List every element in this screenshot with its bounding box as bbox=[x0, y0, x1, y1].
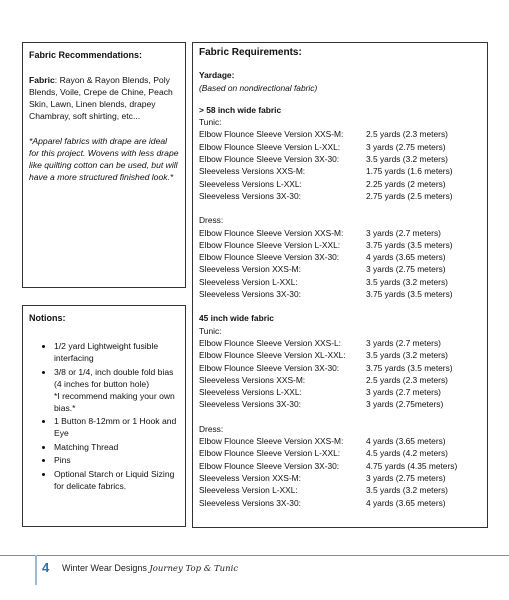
requirement-row: Elbow Flounce Sleeve Version L-XXL: 4.5 yards (4.2 meters) bbox=[199, 448, 448, 459]
fabric-label: Fabric bbox=[29, 75, 55, 85]
requirement-row: Elbow Flounce Sleeve Version 3X-30: 4 yards (3.65 meters) bbox=[199, 252, 446, 263]
requirement-row: Elbow Flounce Sleeve Version L-XXL: 3.75 yards (3.5 meters) bbox=[199, 239, 453, 250]
requirement-row: Sleeveless Version XXS-M: 3 yards (2.75 meters) bbox=[199, 472, 446, 483]
section-title-58-inch: > 58 inch wide fabric bbox=[199, 104, 282, 115]
requirement-row: Elbow Flounce Sleeve Version 3X-30: 4.75 yards (4.35 meters) bbox=[199, 460, 458, 471]
fabric-recommendations-heading: Fabric Recommendations: bbox=[29, 50, 143, 60]
footer-divider bbox=[0, 555, 509, 556]
notions-heading: Notions: bbox=[29, 313, 66, 323]
fabric-requirements-heading: Fabric Requirements: bbox=[199, 47, 302, 58]
yardage-note: (Based on nondirectional fabric) bbox=[199, 82, 318, 93]
footer-brand bbox=[62, 563, 238, 574]
requirement-row: Sleeveless Versions XXS-M: 2.5 yards (2.3 meters) bbox=[199, 374, 448, 385]
requirement-row: Elbow Flounce Sleeve Version L-XXL: 3 yards (2.75 meters) bbox=[199, 141, 446, 152]
requirement-row: Elbow Flounce Sleeve Version XXS-M: 4 yards (3.65 meters) bbox=[199, 436, 446, 447]
requirement-row: Sleeveless Version L-XXL: 3.5 yards (3.2 meters) bbox=[199, 485, 448, 496]
requirement-row: Sleeveless Versions XXS-M: 1.75 yards (1.6 meters) bbox=[199, 166, 453, 177]
notions-box bbox=[22, 305, 186, 527]
group-label-dress: Dress: bbox=[199, 215, 224, 226]
yardage-label: Yardage: bbox=[199, 70, 235, 81]
section-title-45-inch: 45 inch wide fabric bbox=[199, 313, 274, 324]
requirement-row: Sleeveless Version L-XXL: 3.5 yards (3.2 meters) bbox=[199, 276, 448, 287]
requirement-row: Elbow Flounce Sleeve Version XXS-M: 3 yards (2.7 meters) bbox=[199, 227, 441, 238]
fabric-requirements-box bbox=[192, 42, 488, 528]
group-label-tunic: Tunic: bbox=[199, 325, 222, 336]
requirement-row: Elbow Flounce Sleeve Version 3X-30: 3.75 yards (3.5 meters) bbox=[199, 362, 453, 373]
requirement-row: Sleeveless Versions L-XXL: 2.25 yards (2 meters) bbox=[199, 178, 446, 189]
notion-item: • Optional Starch or Liquid Sizing for delicate fabrics. bbox=[54, 468, 179, 492]
notion-item: • 3/8 or 1/4, inch double fold bias (4 inches for button hole) *I recommend making your own bias.* bbox=[54, 366, 179, 414]
fabric-text: : Rayon & Rayon Blends, Poly Blends, Voile, Crepe de Chine, Peach Skin, Lawn, Linen blends, drapey Chambray, soft shirting, etc... bbox=[29, 75, 173, 121]
requirement-row: Elbow Flounce Sleeve Version XL-XXL: 3.5 yards (3.2 meters) bbox=[199, 350, 448, 361]
notions-list bbox=[29, 340, 179, 492]
requirement-row: Elbow Flounce Sleeve Version 3X-30: 3.5 yards (3.2 meters) bbox=[199, 154, 448, 165]
notion-item: • 1 Button 8-12mm or 1 Hook and Eye bbox=[54, 415, 179, 439]
fabric-note: *Apparel fabrics with drape are ideal for this project. Wovens with less drape like quilting cotton can be used, but will have a more structured finished look.* bbox=[29, 136, 179, 182]
footer-accent-bar bbox=[35, 555, 37, 585]
group-label-tunic: Tunic: bbox=[199, 117, 222, 128]
pattern-name: Journey Top & Tunic bbox=[149, 564, 239, 574]
fabric-recommendations-box bbox=[22, 42, 186, 288]
notion-item: • Matching Thread bbox=[54, 441, 179, 453]
fabric-list bbox=[29, 74, 179, 122]
requirement-row: Elbow Flounce Sleeve Version XXS-M: 2.5 yards (2.3 meters) bbox=[199, 129, 448, 140]
page-number: 4 bbox=[42, 560, 50, 575]
requirement-row: Sleeveless Version XXS-M: 3 yards (2.75 meters) bbox=[199, 264, 446, 275]
bias-note: *I recommend making your own bias.* bbox=[54, 390, 175, 413]
notion-item: • 1/2 yard Lightweight fusible interfacing bbox=[54, 340, 179, 364]
group-label-dress: Dress: bbox=[199, 423, 224, 434]
requirement-row: Sleeveless Versions 3X-30: 2.75 yards (2.5 meters) bbox=[199, 190, 453, 201]
requirement-row: Sleeveless Versions 3X-30: 3 yards (2.75meters) bbox=[199, 399, 444, 410]
requirement-row: Elbow Flounce Sleeve Version XXS-L: 3 yards (2.7 meters) bbox=[199, 337, 441, 348]
requirement-row: Sleeveless Versions L-XXL: 3 yards (2.7 meters) bbox=[199, 387, 441, 398]
brand-name: Winter Wear Designs bbox=[62, 563, 147, 573]
requirement-row: Sleeveless Versions 3X-30: 4 yards (3.65 meters) bbox=[199, 497, 446, 508]
notion-item: • Pins bbox=[54, 454, 179, 466]
requirement-row: Sleeveless Versions 3X-30: 3.75 yards (3.5 meters) bbox=[199, 289, 453, 300]
